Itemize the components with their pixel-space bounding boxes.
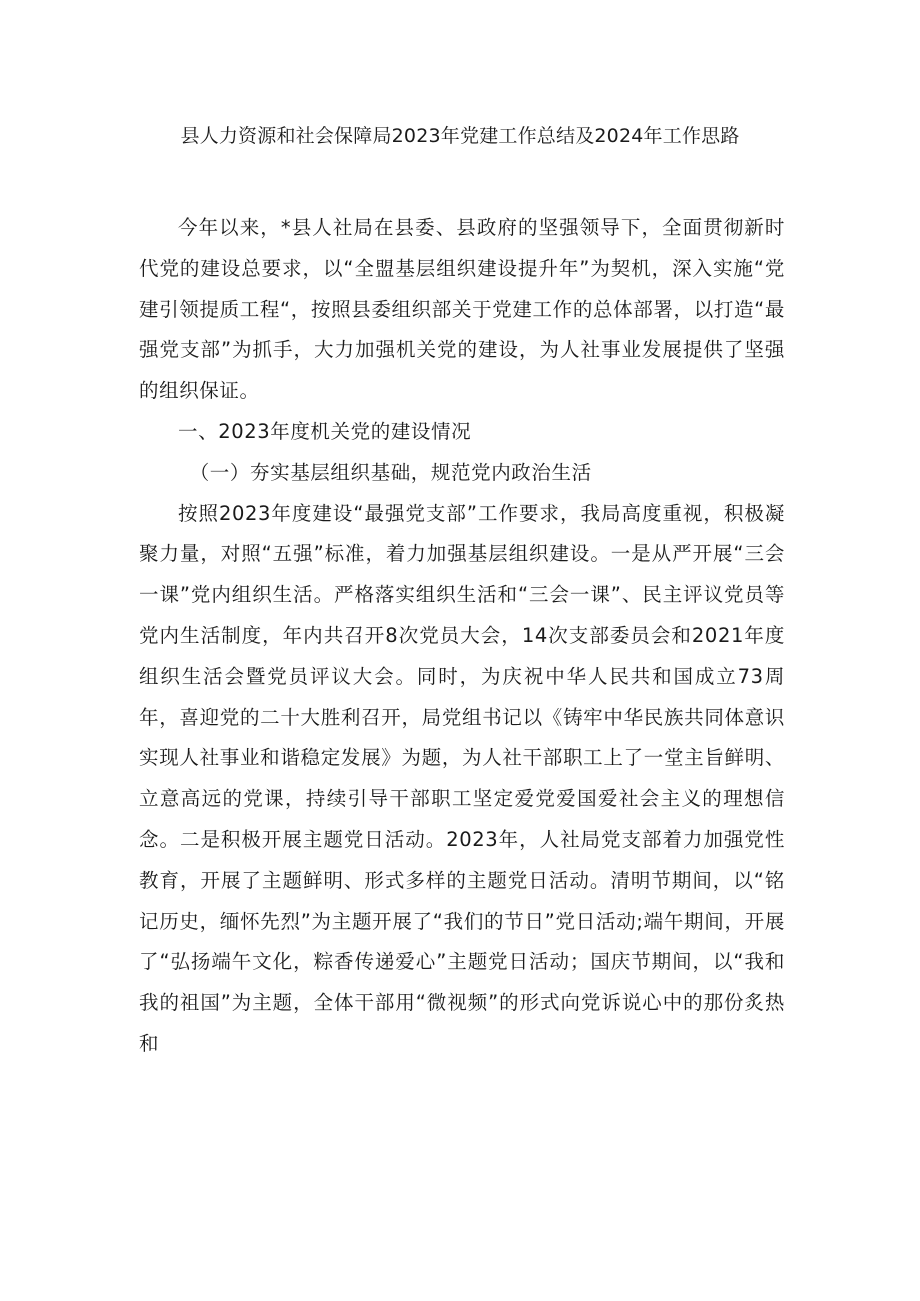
intro-paragraph: 今年以来，*县人社局在县委、县政府的坚强领导下，全面贯彻新时代党的建设总要求，以“全盟基层组织建设提升年”为契机，深入实施“党建引领提质工程“，按照县委组织部关于党建工作的总体部署，以打造“最强党支部”为抓手，大力加强机关党的建设，为人社事业发展提供了坚强的组织保证。 bbox=[139, 216, 785, 403]
subsection-heading: （一）夯实基层组织基础，规范党内政治生活 bbox=[189, 460, 592, 484]
subsection-paragraph: 按照2023年度建设“最强党支部”工作要求，我局高度重视，积极凝聚力量，对照“五强”标准，着力加强基层组织建设。一是从严开展“三会一课”党内组织生活。严格落实组织生活和“三会一课”、民主评议党员等党内生活制度，年内共召开8次党员大会，14次支部委员会和2021年度组织生活会暨党员评议大会。同时，为庆祝中华人民共和国成立73周年，喜迎党的二十大胜利召开，局党组书记以《铸牢中华民族共同体意识实现人社事业和谐稳定发展》为题，为人社干部职工上了一堂主旨鲜明、立意高远的党课，持续引导干部职工坚定爱党爱国爱社会主义的理想信念。二是积极开展主题党日活动。2023年，人社局党支部着力加强党性教育，开展了主题鲜明、形式多样的主题党日活动。清明节期间，以“铭记历史，缅怀先烈”为主题开展了“我们的节日”党日活动;端午期间，开展了“弘扬端午文化，粽香传递爱心”主题党日活动；国庆节期间，以“我和我的祖国”为主题，全体干部用“微视频”的形式向党诉说心中的那份炙热和 bbox=[139, 501, 785, 1055]
section-heading: 一、2023年度机关党的建设情况 bbox=[178, 419, 472, 443]
document-body bbox=[139, 208, 785, 1065]
document-title: 县人力资源和社会保障局2023年党建工作总结及2024年工作思路 bbox=[180, 125, 740, 147]
